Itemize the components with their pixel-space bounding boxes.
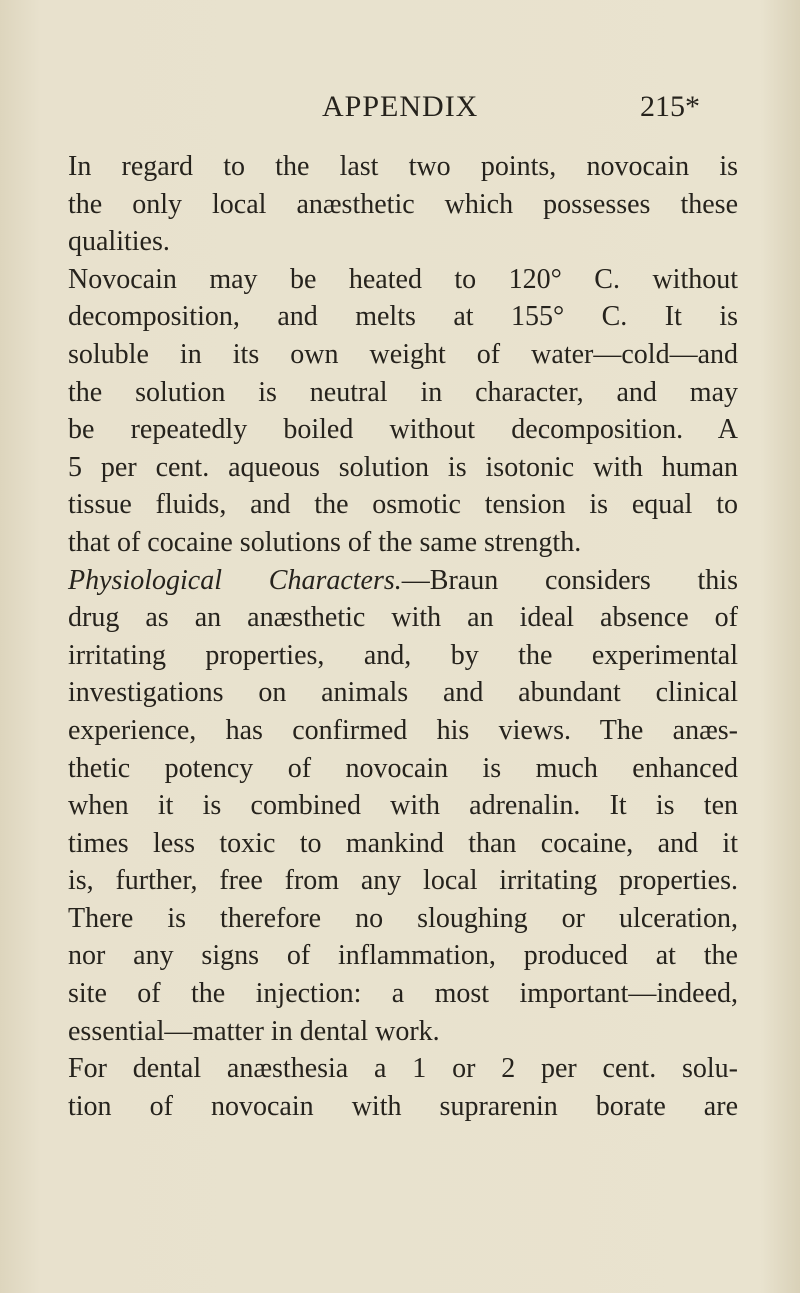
section-heading: Physiological Characters. [68,564,402,596]
text-line: tissue fluids, and the osmotic tension is equal to [68,489,738,521]
text-line: irritating properties, and, by the experimental [68,639,738,671]
text-line: In regard to the last two points, novocain is [68,151,738,182]
text-line: soluble in its own weight of water—cold—and [68,338,738,370]
text-line: 5 per cent. aqueous solution is isotonic with human [68,451,738,483]
page-header [0,90,800,140]
text-line: For dental anæsthesia a 1 or 2 per cent. solu- [68,1053,738,1085]
text-line: times less toxic to mankind than cocaine, and it [68,827,738,859]
text-line: when it is combined with adrenalin. It is ten [68,790,738,822]
text-line: Novocain may be heated to 120° C. without [68,263,738,295]
running-title: APPENDIX [322,90,479,123]
text-line: thetic potency of novocain is much enhanced [68,752,738,784]
text-line: experience, has confirmed his views. The anæs- [68,714,738,746]
text-line: is, further, free from any local irritating properties. [68,865,738,897]
text-line: investigations on animals and abundant clinical [68,677,738,709]
text-line: the solution is neutral in character, and may [68,376,738,408]
text-line: that of cocaine solutions of the same strength. [68,526,582,558]
text-line: the only local anæsthetic which possesses these [68,188,738,220]
text-line: There is therefore no sloughing or ulceration, [68,902,738,934]
text-line: tion of novocain with suprarenin borate are [68,1090,738,1122]
body-text [68,148,738,1125]
text-line: be repeatedly boiled without decomposition. A [68,414,738,446]
section-heading-line [68,562,738,600]
text-line: essential—matter in dental work. [68,1015,440,1047]
page-number: 215* [640,90,700,123]
text-line: decomposition, and melts at 155° C. It is [68,301,738,333]
text-line: qualities. [68,226,170,258]
text-line: nor any signs of inflammation, produced at the [68,940,738,972]
section-heading-continuation: —Braun considers this [401,564,738,596]
text-line: drug as an anæsthetic with an ideal absence of [68,602,738,634]
text-line: site of the injection: a most important—indeed, [68,978,738,1010]
